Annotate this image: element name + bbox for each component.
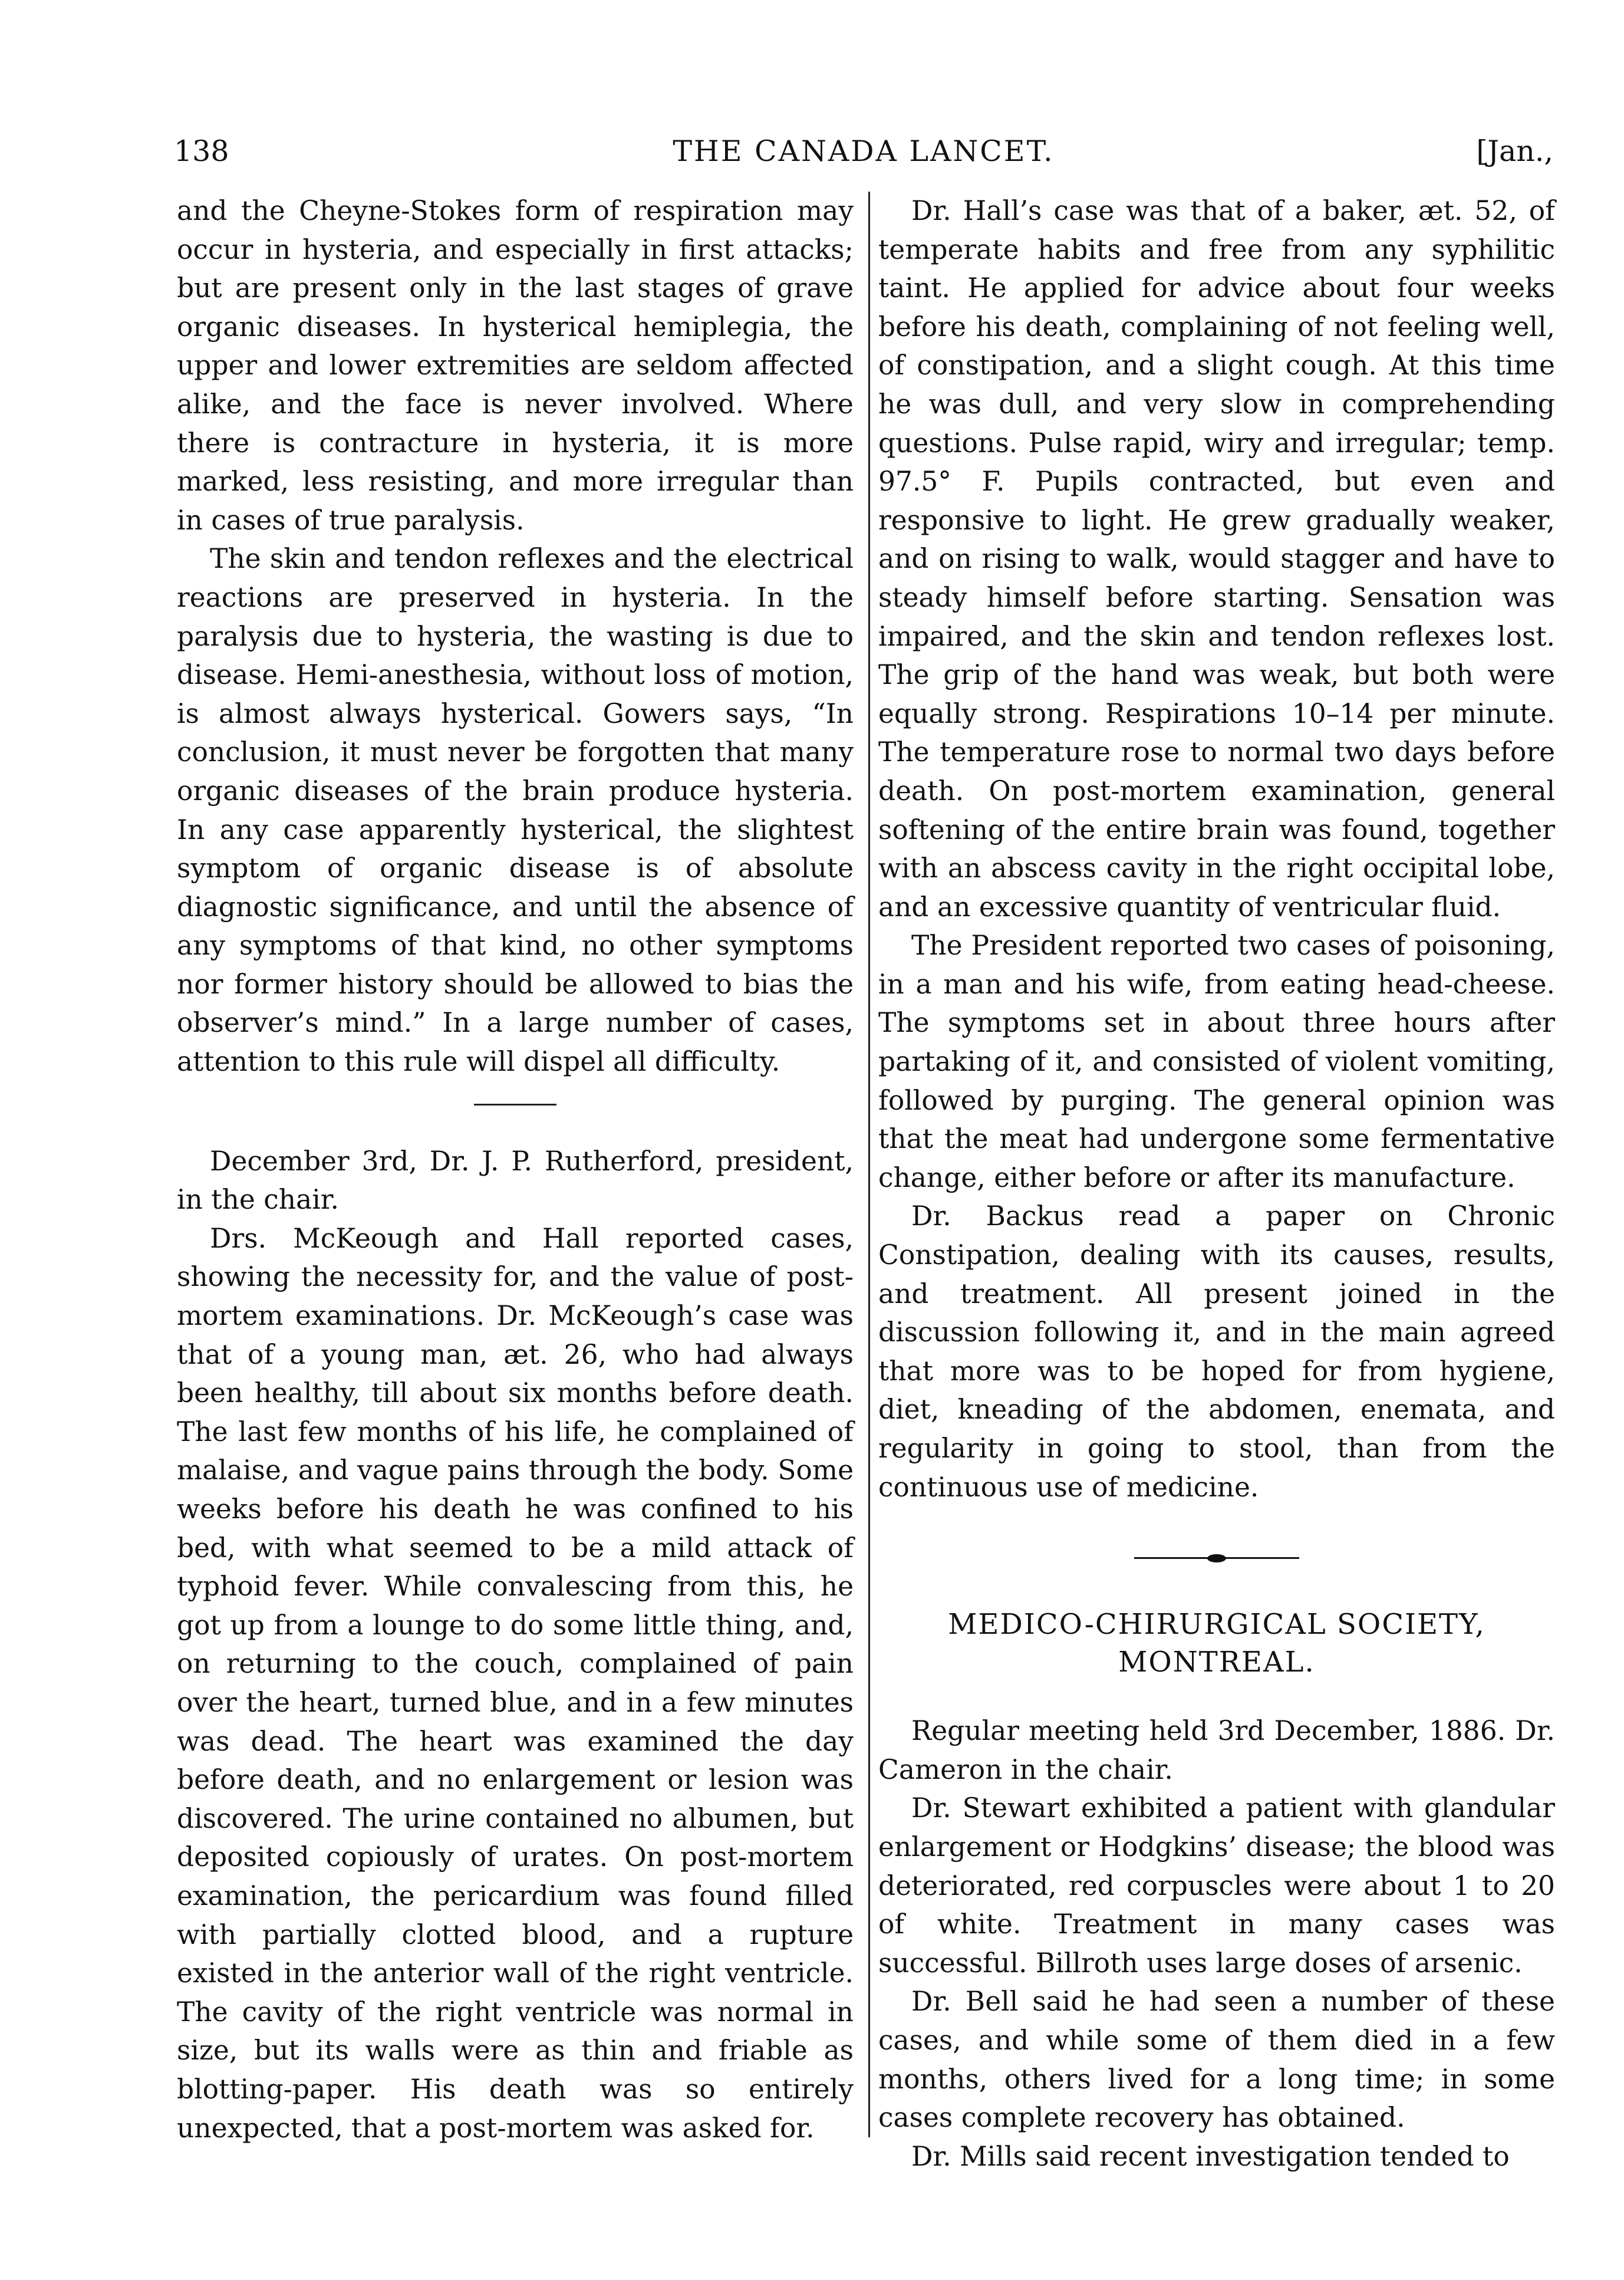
ornament-divider: [1134, 1552, 1299, 1564]
paragraph: The skin and tendon reflexes and the electrical reactions are preserved in hysteria. In the paralysis due to hysteria, the wasting is due to disease. Hemi-anesthesia, without loss of motion, is almost always hysterical. Gowers says, “In conclusion, it must never be forgotten that many organic diseases of the brain produce hysteria. In any case apparently hysterical, the slightest symptom of organic disease is of absolute diagnostic significance, and until the absence of any symptoms of that kind, no other symptoms nor former history should be allowed to bias the observer’s mind.” In a large number of cases, attention to this rule will dispel all difficulty.: [177, 543, 854, 1078]
section-title-line: MONTREAL.: [1118, 1646, 1315, 1679]
column-divider: [868, 192, 870, 2137]
paragraph: Dr. Stewart exhibited a patient with glandular enlargement or Hodgkins’ disease; the blood was deteriorated, red corpuscles were about 1 to 20 of white. Treatment in many cases was successful. Billroth uses large doses of arsenic.: [878, 1792, 1555, 1979]
running-header: [174, 134, 1553, 176]
issue-month: [Jan.,: [1476, 134, 1553, 168]
page-number: 138: [174, 134, 229, 168]
paragraph: Dr. Backus read a paper on Chronic Constipation, dealing with its causes, results, and treatment. All present joined in the discussion following it, and in the main agreed that more was to be hoped for from hygiene, diet, kneading of the abdomen, enemata, and regularity in going to stool, than from the continuous use of medicine.: [878, 1200, 1555, 1503]
section-title: [878, 1605, 1555, 1681]
paragraph: The President reported two cases of poisoning, in a man and his wife, from eating head-cheese. The symptoms set in about three hours after partaking of it, and consisted of violent vomiting, followed by purging. The general opinion was that the meat had undergone some fermentative change, either before or after its manufacture.: [878, 930, 1555, 1193]
paragraph: Dr. Mills said recent investigation tended to: [911, 2140, 1510, 2172]
paragraph: Dr. Hall’s case was that of a baker, æt. 52, of temperate habits and free from any syphilitic taint. He applied for advice about four weeks before his death, complaining of not feeling well, of constipation, and a slight cough. At this time he was dull, and very slow in comprehending questions. Pulse rapid, wiry and irregular; temp. 97.5° F. Pupils contracted, but even and responsive to light. He grew gradually weaker, and on rising to walk, would stagger and have to steady himself before starting. Sensation was impaired, and the skin and tendon reflexes lost. The grip of the hand was weak, but both were equally strong. Respirations 10–14 per minute. The temperature rose to normal two days before death. On post-mortem examination, general softening of the entire brain was found, together with an abscess cavity in the right occipital lobe, and an excessive quantity of ventricular fluid.: [878, 195, 1555, 923]
left-column: [177, 192, 854, 2147]
journal-title: THE CANADA LANCET.: [673, 134, 1055, 168]
paragraph: Dr. Bell said he had seen a number of these cases, and while some of them died in a few months, others lived for a long time; in some cases complete recovery has obtained.: [878, 1986, 1555, 2134]
section-title-line: MEDICO-CHIRURGICAL SOCIETY,: [948, 1608, 1485, 1641]
paragraph: Regular meeting held 3rd December, 1886. Dr. Cameron in the chair.: [878, 1715, 1555, 1785]
right-column: [878, 192, 1555, 2176]
section-rule: [474, 1104, 556, 1106]
paragraph: December 3rd, Dr. J. P. Rutherford, president, in the chair.: [177, 1145, 854, 1216]
paragraph: and the Cheyne-Stokes form of respiration may occur in hysteria, and especially in first attacks; but are present only in the last stages of grave organic diseases. In hysterical hemiplegia, the upper and lower extremities are seldom affected alike, and the face is never involved. Where there is contracture in hysteria, it is more marked, less resisting, and more irregular than in cases of true paralysis.: [177, 195, 854, 536]
paragraph: Drs. McKeough and Hall reported cases, showing the necessity for, and the value of post-mortem examinations. Dr. McKeough’s case was that of a young man, æt. 26, who had always been healthy, till about six months before death. The last few months of his life, he complained of malaise, and vague pains through the body. Some weeks before his death he was confined to his bed, with what seemed to be a mild attack of typhoid fever. While convalescing from this, he got up from a lounge to do some little thing, and, on returning to the couch, complained of pain over the heart, turned blue, and in a few minutes was dead. The heart was examined the day before death, and no enlargement or lesion was discovered. The urine contained no albumen, but deposited copiously of urates. On post-mortem examination, the pericardium was found filled with partially clotted blood, and a rupture existed in the anterior wall of the right ventricle. The cavity of the right ventricle was normal in size, but its walls were as thin and friable as blotting-paper. His death was so entirely unexpected, that a post-mortem was asked for.: [177, 1222, 854, 2144]
